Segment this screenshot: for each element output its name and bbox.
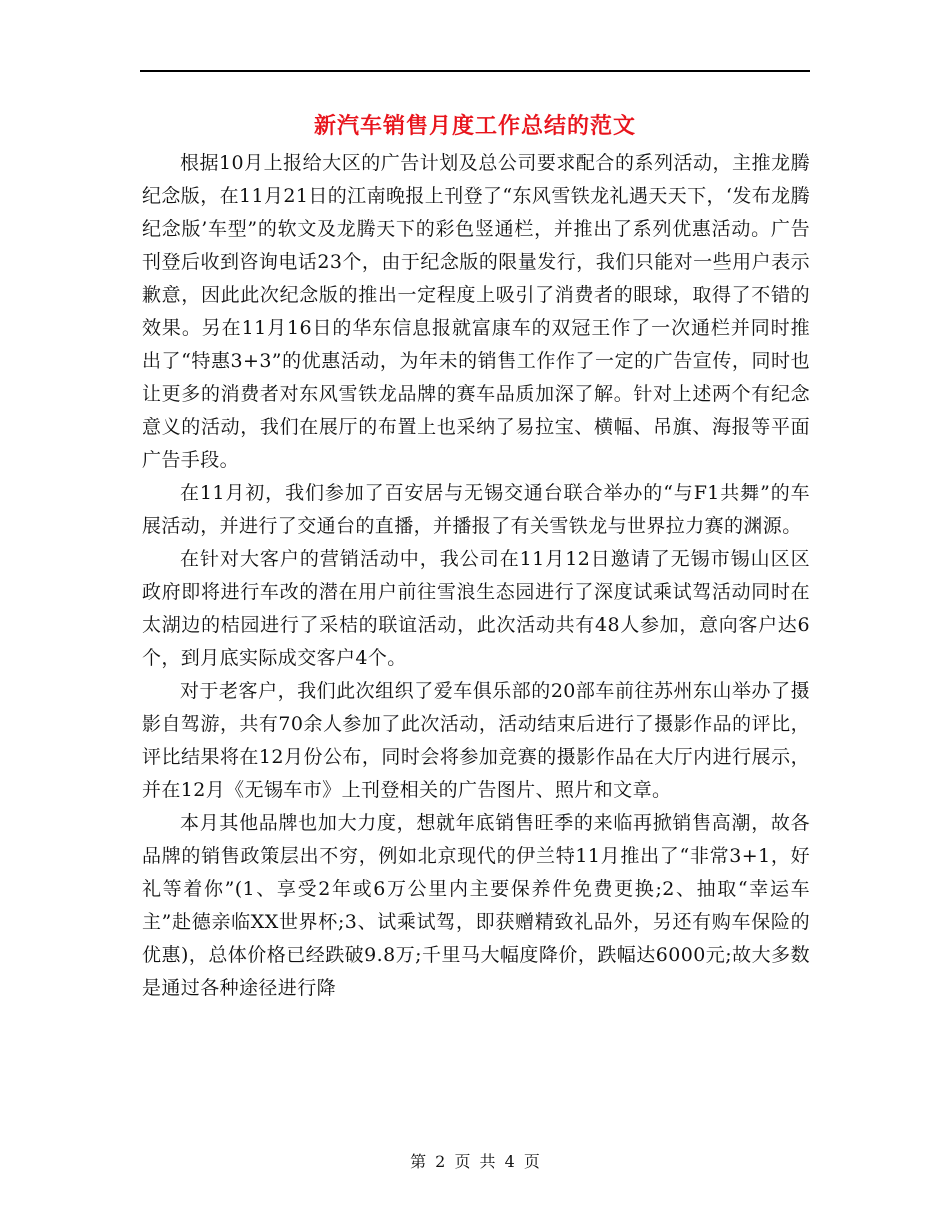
paragraph-1: 根据10月上报给大区的广告计划及总公司要求配合的系列活动，主推龙腾纪念版，在11月21日的江南晚报上刊登了“东风雪铁龙礼遇天天下，‘发布龙腾纪念版’车型”的软文及龙腾天下的彩色竖通栏，并推出了系列优惠活动。广告刊登后收到咨询电话23个，由于纪念版的限量发行，我们只能对一些用户表示歉意，因此此次纪念版的推出一定程度上吸引了消费者的眼球，取得了不错的效果。另在11月16日的华东信息报就富康车的双冠王作了一次通栏并同时推出了“特惠3+3”的优惠活动，为年未的销售工作作了一定的广告宣传，同时也让更多的消费者对东风雪铁龙品牌的赛车品质加深了解。针对上述两个有纪念意义的活动，我们在展厅的布置上也采纳了易拉宝、横幅、吊旗、海报等平面广告手段。	[142, 152, 810, 471]
page-number-footer: 第 2 页 共 4 页	[410, 1152, 540, 1171]
paragraph-2: 在11月初，我们参加了百安居与无锡交通台联合举办的“与F1共舞”的车展活动，并进行了交通台的直播，并播报了有关雪铁龙与世界拉力赛的渊源。	[142, 482, 810, 537]
paragraph-5: 本月其他品牌也加大力度，想就年底销售旺季的来临再掀销售高潮，故各品牌的销售政策层出不穷，例如北京现代的伊兰特11月推出了“非常3+1，好礼等着你”(1、享受2年或6万公里内主要保养件免费更换;2、抽取“幸运车主”赴德亲临XX世界杯;3、试乘试驾，即获赠精致礼品外，另还有购车保险的优惠)，总体价格已经跌破9.8万;千里马大幅度降价，跌幅达6000元;故大多数是通过各种途径进行降	[142, 812, 810, 999]
paragraph-3: 在针对大客户的营销活动中，我公司在11月12日邀请了无锡市锡山区区政府即将进行车改的潜在用户前往雪浪生态园进行了深度试乘试驾活动同时在太湖边的桔园进行了采桔的联谊活动，此次活动共有48人参加，意向客户达6个，到月底实际成交客户4个。	[142, 548, 810, 669]
header-rule	[140, 70, 810, 72]
document-body	[142, 147, 810, 1005]
document-title: 新汽车销售月度工作总结的范文	[313, 113, 636, 139]
paragraph-4: 对于老客户，我们此次组织了爱车俱乐部的20部车前往苏州东山举办了摄影自驾游，共有70余人参加了此次活动，活动结束后进行了摄影作品的评比，评比结果将在12月份公布，同时会将参加竞赛的摄影作品在大厅内进行展示，并在12月《无锡车市》上刊登相关的广告图片、照片和文章。	[142, 680, 810, 801]
